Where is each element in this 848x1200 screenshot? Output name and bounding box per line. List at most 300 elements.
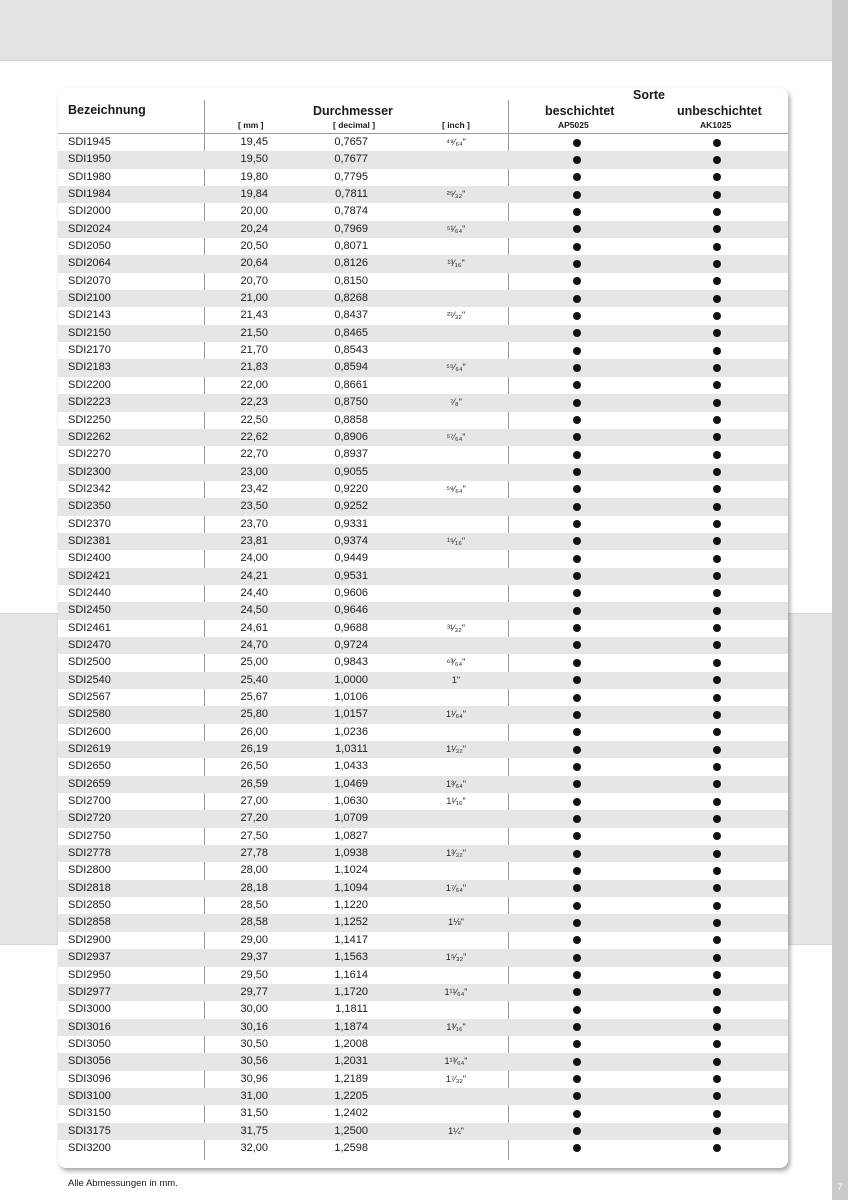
table-row — [58, 412, 788, 429]
cell-bezeichnung: SDI2700 — [68, 795, 111, 808]
cell-decimal: 1,1220 — [334, 899, 368, 912]
table-row — [58, 1088, 788, 1105]
cell-mm: 23,81 — [240, 534, 268, 547]
cell-decimal: 1,2205 — [334, 1089, 368, 1102]
coated-available-dot-icon — [573, 936, 581, 944]
cell-mm: 19,80 — [240, 170, 268, 183]
uncoated-available-dot-icon — [713, 191, 721, 199]
cell-decimal: 1,0433 — [334, 760, 368, 773]
coated-available-dot-icon — [573, 1092, 581, 1100]
cell-bezeichnung: SDI2024 — [68, 222, 111, 235]
cell-mm: 25,67 — [240, 691, 268, 703]
uncoated-available-dot-icon — [713, 312, 721, 320]
cell-inch — [426, 1105, 486, 1122]
cell-decimal: 0,7677 — [334, 153, 368, 166]
cell-decimal: 0,9646 — [334, 604, 368, 617]
uncoated-available-dot-icon — [713, 798, 721, 806]
cell-bezeichnung: SDI2937 — [68, 951, 111, 964]
cell-inch — [426, 290, 486, 307]
uncoated-available-dot-icon — [713, 641, 721, 649]
table-row — [58, 810, 788, 827]
cell-decimal: 1,1811 — [335, 1003, 368, 1016]
cell-inch — [426, 689, 486, 706]
cell-inch — [426, 203, 486, 220]
cell-bezeichnung: SDI2450 — [68, 604, 111, 617]
coated-available-dot-icon — [573, 173, 581, 181]
cell-mm: 30,16 — [240, 1020, 268, 1033]
header-unit-mm: [ mm ] — [238, 120, 264, 130]
coated-available-dot-icon — [573, 902, 581, 910]
cell-inch: 1¹⁄₃₂" — [446, 744, 466, 755]
cell-inch: ⁵⁷⁄₆₄" — [446, 431, 466, 442]
coated-available-dot-icon — [573, 1023, 581, 1031]
cell-mm: 24,50 — [240, 604, 268, 617]
cell-bezeichnung: SDI2659 — [68, 777, 111, 790]
uncoated-available-dot-icon — [713, 520, 721, 528]
uncoated-available-dot-icon — [713, 746, 721, 754]
cell-decimal: 1,2402 — [334, 1107, 368, 1120]
cell-inch — [426, 342, 486, 359]
cell-mm: 20,24 — [240, 222, 268, 235]
cell-mm: 29,50 — [240, 968, 268, 981]
cell-inch — [426, 446, 486, 463]
cell-mm: 22,00 — [240, 378, 268, 391]
coated-available-dot-icon — [573, 1075, 581, 1083]
cell-inch: ⁴⁹⁄₆₄" — [446, 137, 466, 147]
cell-inch: 1¹³⁄₆₄" — [444, 1056, 468, 1067]
cell-decimal: 1,2500 — [334, 1124, 368, 1137]
cell-bezeichnung: SDI2461 — [68, 621, 111, 634]
cell-decimal: 0,9055 — [334, 465, 368, 478]
cell-mm: 29,77 — [240, 985, 268, 998]
cell-bezeichnung: SDI2720 — [68, 812, 111, 825]
cell-mm: 23,70 — [240, 517, 268, 530]
table-row — [58, 741, 788, 758]
cell-mm: 20,50 — [240, 240, 268, 253]
uncoated-available-dot-icon — [713, 572, 721, 580]
cell-inch — [426, 273, 486, 290]
cell-decimal: 1,0311 — [335, 743, 368, 756]
cell-decimal: 0,8071 — [334, 240, 368, 253]
cell-mm: 28,50 — [240, 899, 268, 912]
cell-inch: 1⁷⁄₆₄" — [445, 882, 467, 893]
cell-decimal: 1,2189 — [334, 1072, 368, 1085]
table-row — [58, 1053, 788, 1070]
cell-inch — [426, 967, 486, 984]
cell-bezeichnung: SDI1984 — [68, 188, 111, 201]
cell-inch — [426, 585, 486, 602]
cell-inch — [426, 412, 486, 429]
footer-note: Alle Abmessungen in mm. — [68, 1178, 178, 1189]
cell-bezeichnung: SDI2800 — [68, 864, 111, 877]
cell-mm: 24,00 — [240, 552, 268, 565]
cell-inch: 1" — [451, 674, 461, 685]
table-row — [58, 654, 788, 671]
cell-decimal: 0,8594 — [334, 361, 368, 374]
cell-bezeichnung: SDI1980 — [68, 170, 111, 183]
cell-inch: ⁵⁵⁄₆₄" — [446, 362, 466, 373]
cell-mm: 26,00 — [240, 725, 268, 738]
cell-inch: 1³⁄₆₄" — [445, 778, 466, 789]
table-row — [58, 377, 788, 394]
cell-mm: 22,62 — [240, 430, 268, 443]
cell-inch — [426, 637, 486, 654]
coated-available-dot-icon — [573, 780, 581, 788]
cell-bezeichnung: SDI3016 — [68, 1020, 111, 1033]
cell-mm: 31,75 — [240, 1124, 268, 1137]
coated-available-dot-icon — [573, 763, 581, 771]
uncoated-available-dot-icon — [713, 676, 721, 684]
table-row — [58, 984, 788, 1001]
cell-inch — [426, 151, 486, 168]
cell-mm: 21,83 — [240, 361, 268, 374]
cell-inch: ²⁷⁄₃₂" — [446, 310, 466, 321]
cell-bezeichnung: SDI2381 — [68, 534, 111, 547]
cell-decimal: 1,1720 — [334, 985, 368, 998]
coated-available-dot-icon — [573, 954, 581, 962]
cell-bezeichnung: SDI3050 — [68, 1037, 111, 1050]
table-row — [58, 550, 788, 567]
cell-decimal: 0,8126 — [334, 257, 368, 270]
cell-bezeichnung: SDI2977 — [68, 985, 111, 998]
cell-bezeichnung: SDI2650 — [68, 760, 111, 773]
cell-decimal: 1,2031 — [334, 1055, 368, 1068]
cell-bezeichnung: SDI2850 — [68, 899, 111, 912]
cell-decimal: 0,8937 — [334, 448, 368, 461]
uncoated-available-dot-icon — [713, 711, 721, 719]
table-row — [58, 481, 788, 498]
cell-mm: 21,43 — [240, 309, 268, 322]
cell-inch: 1¹⁄₆₄" — [445, 709, 466, 720]
cell-decimal: 0,8661 — [334, 378, 368, 391]
coated-available-dot-icon — [573, 156, 581, 164]
cell-decimal: 0,9449 — [334, 552, 368, 565]
uncoated-available-dot-icon — [713, 1058, 721, 1066]
table-row — [58, 880, 788, 897]
coated-available-dot-icon — [573, 555, 581, 563]
header-grade-coated: AP5025 — [558, 120, 589, 130]
header-bezeichnung: Bezeichnung — [68, 103, 146, 117]
cell-decimal: 0,7811 — [335, 188, 368, 201]
table-row — [58, 151, 788, 168]
cell-bezeichnung: SDI2342 — [68, 482, 111, 495]
cell-decimal: 0,9724 — [334, 638, 368, 651]
cell-bezeichnung: SDI3150 — [68, 1107, 111, 1120]
cell-bezeichnung: SDI2818 — [68, 881, 111, 894]
cell-inch — [426, 1140, 486, 1157]
cell-decimal: 0,9843 — [334, 656, 368, 669]
table-row — [58, 446, 788, 463]
cell-inch — [426, 550, 486, 567]
coated-available-dot-icon — [573, 433, 581, 441]
table-row — [58, 1001, 788, 1018]
uncoated-available-dot-icon — [713, 537, 721, 545]
table-row — [58, 706, 788, 723]
cell-bezeichnung: SDI2064 — [68, 257, 111, 270]
coated-available-dot-icon — [573, 919, 581, 927]
cell-decimal: 1,0827 — [334, 829, 368, 842]
cell-inch: ⁷⁄₈" — [450, 397, 462, 408]
table-body — [58, 133, 788, 1157]
cell-inch — [426, 238, 486, 255]
uncoated-available-dot-icon — [713, 589, 721, 597]
right-margin-strip — [832, 0, 848, 1200]
coated-available-dot-icon — [573, 260, 581, 268]
cell-bezeichnung: SDI2250 — [68, 413, 111, 426]
coated-available-dot-icon — [573, 641, 581, 649]
cell-mm: 26,50 — [240, 760, 268, 773]
cell-inch: ²⁵⁄₃₂" — [446, 189, 466, 200]
cell-decimal: 1,0236 — [334, 725, 368, 738]
cell-decimal: 1,1874 — [334, 1020, 368, 1033]
cell-bezeichnung: SDI3096 — [68, 1072, 111, 1085]
cell-mm: 24,70 — [240, 638, 268, 651]
cell-mm: 31,50 — [240, 1107, 268, 1120]
cell-bezeichnung: SDI3175 — [68, 1124, 111, 1137]
cell-mm: 19,84 — [240, 188, 268, 201]
table-row — [58, 568, 788, 585]
uncoated-available-dot-icon — [713, 347, 721, 355]
table-row — [58, 949, 788, 966]
cell-inch — [426, 758, 486, 775]
cell-decimal: 1,1094 — [334, 881, 368, 894]
cell-bezeichnung: SDI2600 — [68, 725, 111, 738]
cell-decimal: 0,7657 — [334, 136, 368, 148]
cell-bezeichnung: SDI3100 — [68, 1089, 111, 1102]
cell-mm: 23,00 — [240, 465, 268, 478]
uncoated-available-dot-icon — [713, 780, 721, 788]
cell-bezeichnung: SDI2470 — [68, 638, 111, 651]
uncoated-available-dot-icon — [713, 815, 721, 823]
table-row — [58, 862, 788, 879]
table-row — [58, 1036, 788, 1053]
cell-mm: 20,70 — [240, 274, 268, 287]
uncoated-available-dot-icon — [713, 919, 721, 927]
table-row — [58, 1019, 788, 1036]
cell-decimal: 0,8906 — [334, 430, 368, 443]
cell-mm: 31,00 — [240, 1089, 268, 1102]
cell-mm: 21,00 — [240, 292, 268, 305]
uncoated-available-dot-icon — [713, 503, 721, 511]
table-row — [58, 724, 788, 741]
coated-available-dot-icon — [573, 971, 581, 979]
uncoated-available-dot-icon — [713, 867, 721, 875]
coated-available-dot-icon — [573, 503, 581, 511]
coated-available-dot-icon — [573, 694, 581, 702]
cell-inch: ⁶³⁄₆₄" — [446, 657, 466, 668]
coated-available-dot-icon — [573, 277, 581, 285]
uncoated-available-dot-icon — [713, 1006, 721, 1014]
cell-mm: 20,64 — [240, 257, 268, 270]
cell-mm: 23,50 — [240, 500, 268, 513]
cell-bezeichnung: SDI2350 — [68, 500, 111, 513]
table-row — [58, 273, 788, 290]
table-row — [58, 620, 788, 637]
uncoated-available-dot-icon — [713, 208, 721, 216]
table-row — [58, 498, 788, 515]
cell-bezeichnung: SDI3000 — [68, 1003, 111, 1016]
coated-available-dot-icon — [573, 1144, 581, 1152]
cell-decimal: 0,8268 — [334, 292, 368, 305]
header-durchmesser: Durchmesser — [313, 104, 393, 118]
cell-inch: 1¹⁄₁₆" — [446, 796, 466, 807]
table-row — [58, 255, 788, 272]
cell-mm: 23,42 — [240, 482, 268, 495]
cell-inch: 1³⁄₃₂" — [446, 848, 466, 859]
header-beschichtet: beschichtet — [545, 104, 615, 118]
table-row — [58, 776, 788, 793]
uncoated-available-dot-icon — [713, 329, 721, 337]
coated-available-dot-icon — [573, 225, 581, 233]
cell-mm: 27,50 — [240, 829, 268, 842]
cell-decimal: 0,9331 — [334, 517, 368, 530]
uncoated-available-dot-icon — [713, 659, 721, 667]
cell-decimal: 0,9531 — [334, 569, 368, 582]
cell-decimal: 0,8437 — [334, 309, 368, 322]
header-unit-inch: [ inch ] — [442, 120, 470, 130]
table-row — [58, 932, 788, 949]
cell-inch — [426, 498, 486, 515]
coated-available-dot-icon — [573, 191, 581, 199]
uncoated-available-dot-icon — [713, 1040, 721, 1048]
table-row — [58, 672, 788, 689]
cell-bezeichnung: SDI1945 — [68, 136, 111, 148]
table-row — [58, 290, 788, 307]
cell-inch: ³¹⁄₃₂" — [447, 622, 465, 633]
coated-available-dot-icon — [573, 208, 581, 216]
uncoated-available-dot-icon — [713, 1144, 721, 1152]
uncoated-available-dot-icon — [713, 1127, 721, 1135]
cell-bezeichnung: SDI2270 — [68, 448, 111, 461]
cell-inch — [426, 568, 486, 585]
coated-available-dot-icon — [573, 537, 581, 545]
table-row — [58, 897, 788, 914]
cell-mm: 24,61 — [240, 621, 268, 634]
coated-available-dot-icon — [573, 850, 581, 858]
uncoated-available-dot-icon — [713, 694, 721, 702]
cell-mm: 28,00 — [240, 864, 268, 877]
table-row — [58, 1123, 788, 1140]
coated-available-dot-icon — [573, 624, 581, 632]
uncoated-available-dot-icon — [713, 555, 721, 563]
cell-bezeichnung: SDI2000 — [68, 205, 111, 218]
cell-mm: 26,19 — [240, 743, 268, 756]
cell-inch — [426, 516, 486, 533]
cell-inch: 1⁵⁄₃₂" — [445, 952, 467, 963]
cell-bezeichnung: SDI2750 — [68, 829, 111, 842]
cell-mm: 25,00 — [240, 656, 268, 669]
table-row — [58, 238, 788, 255]
uncoated-available-dot-icon — [713, 277, 721, 285]
cell-mm: 30,56 — [240, 1055, 268, 1068]
cell-mm: 27,20 — [240, 812, 268, 825]
uncoated-available-dot-icon — [713, 173, 721, 181]
header-sorte: Sorte — [633, 88, 665, 102]
table-row — [58, 585, 788, 602]
coated-available-dot-icon — [573, 381, 581, 389]
table-row — [58, 1071, 788, 1088]
table-row — [58, 602, 788, 619]
page-number: 7 — [837, 1182, 843, 1192]
cell-decimal: 1,0106 — [334, 691, 368, 703]
uncoated-available-dot-icon — [713, 954, 721, 962]
table-row — [58, 359, 788, 376]
uncoated-available-dot-icon — [713, 364, 721, 372]
coated-available-dot-icon — [573, 676, 581, 684]
cell-mm: 30,96 — [240, 1072, 268, 1085]
cell-bezeichnung: SDI2900 — [68, 933, 111, 946]
cell-decimal: 1,0157 — [334, 708, 368, 721]
coated-available-dot-icon — [573, 520, 581, 528]
table-row — [58, 325, 788, 342]
cell-bezeichnung: SDI1950 — [68, 153, 111, 166]
cell-decimal: 1,1563 — [334, 951, 368, 964]
uncoated-available-dot-icon — [713, 399, 721, 407]
uncoated-available-dot-icon — [713, 225, 721, 233]
uncoated-available-dot-icon — [713, 1110, 721, 1118]
coated-available-dot-icon — [573, 659, 581, 667]
cell-bezeichnung: SDI2170 — [68, 344, 111, 357]
uncoated-available-dot-icon — [713, 971, 721, 979]
cell-bezeichnung: SDI2580 — [68, 708, 111, 721]
cell-bezeichnung: SDI2143 — [68, 309, 111, 322]
cell-mm: 30,00 — [240, 1003, 268, 1016]
uncoated-available-dot-icon — [713, 832, 721, 840]
coated-available-dot-icon — [573, 451, 581, 459]
cell-decimal: 1,1614 — [334, 968, 368, 981]
cell-decimal: 1,1252 — [334, 916, 368, 929]
uncoated-available-dot-icon — [713, 902, 721, 910]
cell-decimal: 1,0000 — [334, 673, 368, 686]
cell-mm: 26,59 — [240, 777, 268, 790]
cell-bezeichnung: SDI2200 — [68, 378, 111, 391]
coated-available-dot-icon — [573, 295, 581, 303]
cell-bezeichnung: SDI2183 — [68, 361, 111, 374]
table-row — [58, 342, 788, 359]
coated-available-dot-icon — [573, 798, 581, 806]
coated-available-dot-icon — [573, 572, 581, 580]
uncoated-available-dot-icon — [713, 416, 721, 424]
table-row — [58, 464, 788, 481]
cell-inch — [426, 602, 486, 619]
cell-mm: 19,45 — [240, 136, 268, 148]
cell-decimal: 1,0938 — [334, 847, 368, 860]
cell-inch: ⁵⁹⁄₆₄" — [446, 483, 466, 494]
coated-available-dot-icon — [573, 1040, 581, 1048]
cell-decimal: 0,7795 — [334, 170, 368, 183]
coated-available-dot-icon — [573, 988, 581, 996]
table-row — [58, 516, 788, 533]
uncoated-available-dot-icon — [713, 607, 721, 615]
cell-mm: 22,23 — [240, 396, 268, 409]
table-row — [58, 133, 788, 151]
table-row — [58, 845, 788, 862]
cell-mm: 29,37 — [240, 951, 268, 964]
coated-available-dot-icon — [573, 884, 581, 892]
table-row — [58, 1140, 788, 1157]
uncoated-available-dot-icon — [713, 451, 721, 459]
table-row — [58, 828, 788, 845]
cell-mm: 19,50 — [240, 153, 268, 166]
cell-inch — [426, 377, 486, 394]
cell-decimal: 0,8150 — [334, 274, 368, 287]
cell-mm: 20,00 — [240, 205, 268, 218]
table-row — [58, 186, 788, 203]
cell-decimal: 1,0630 — [334, 795, 368, 808]
cell-mm: 29,00 — [240, 933, 268, 946]
header-grade-uncoated: AK1025 — [700, 120, 732, 130]
cell-inch — [426, 1088, 486, 1105]
